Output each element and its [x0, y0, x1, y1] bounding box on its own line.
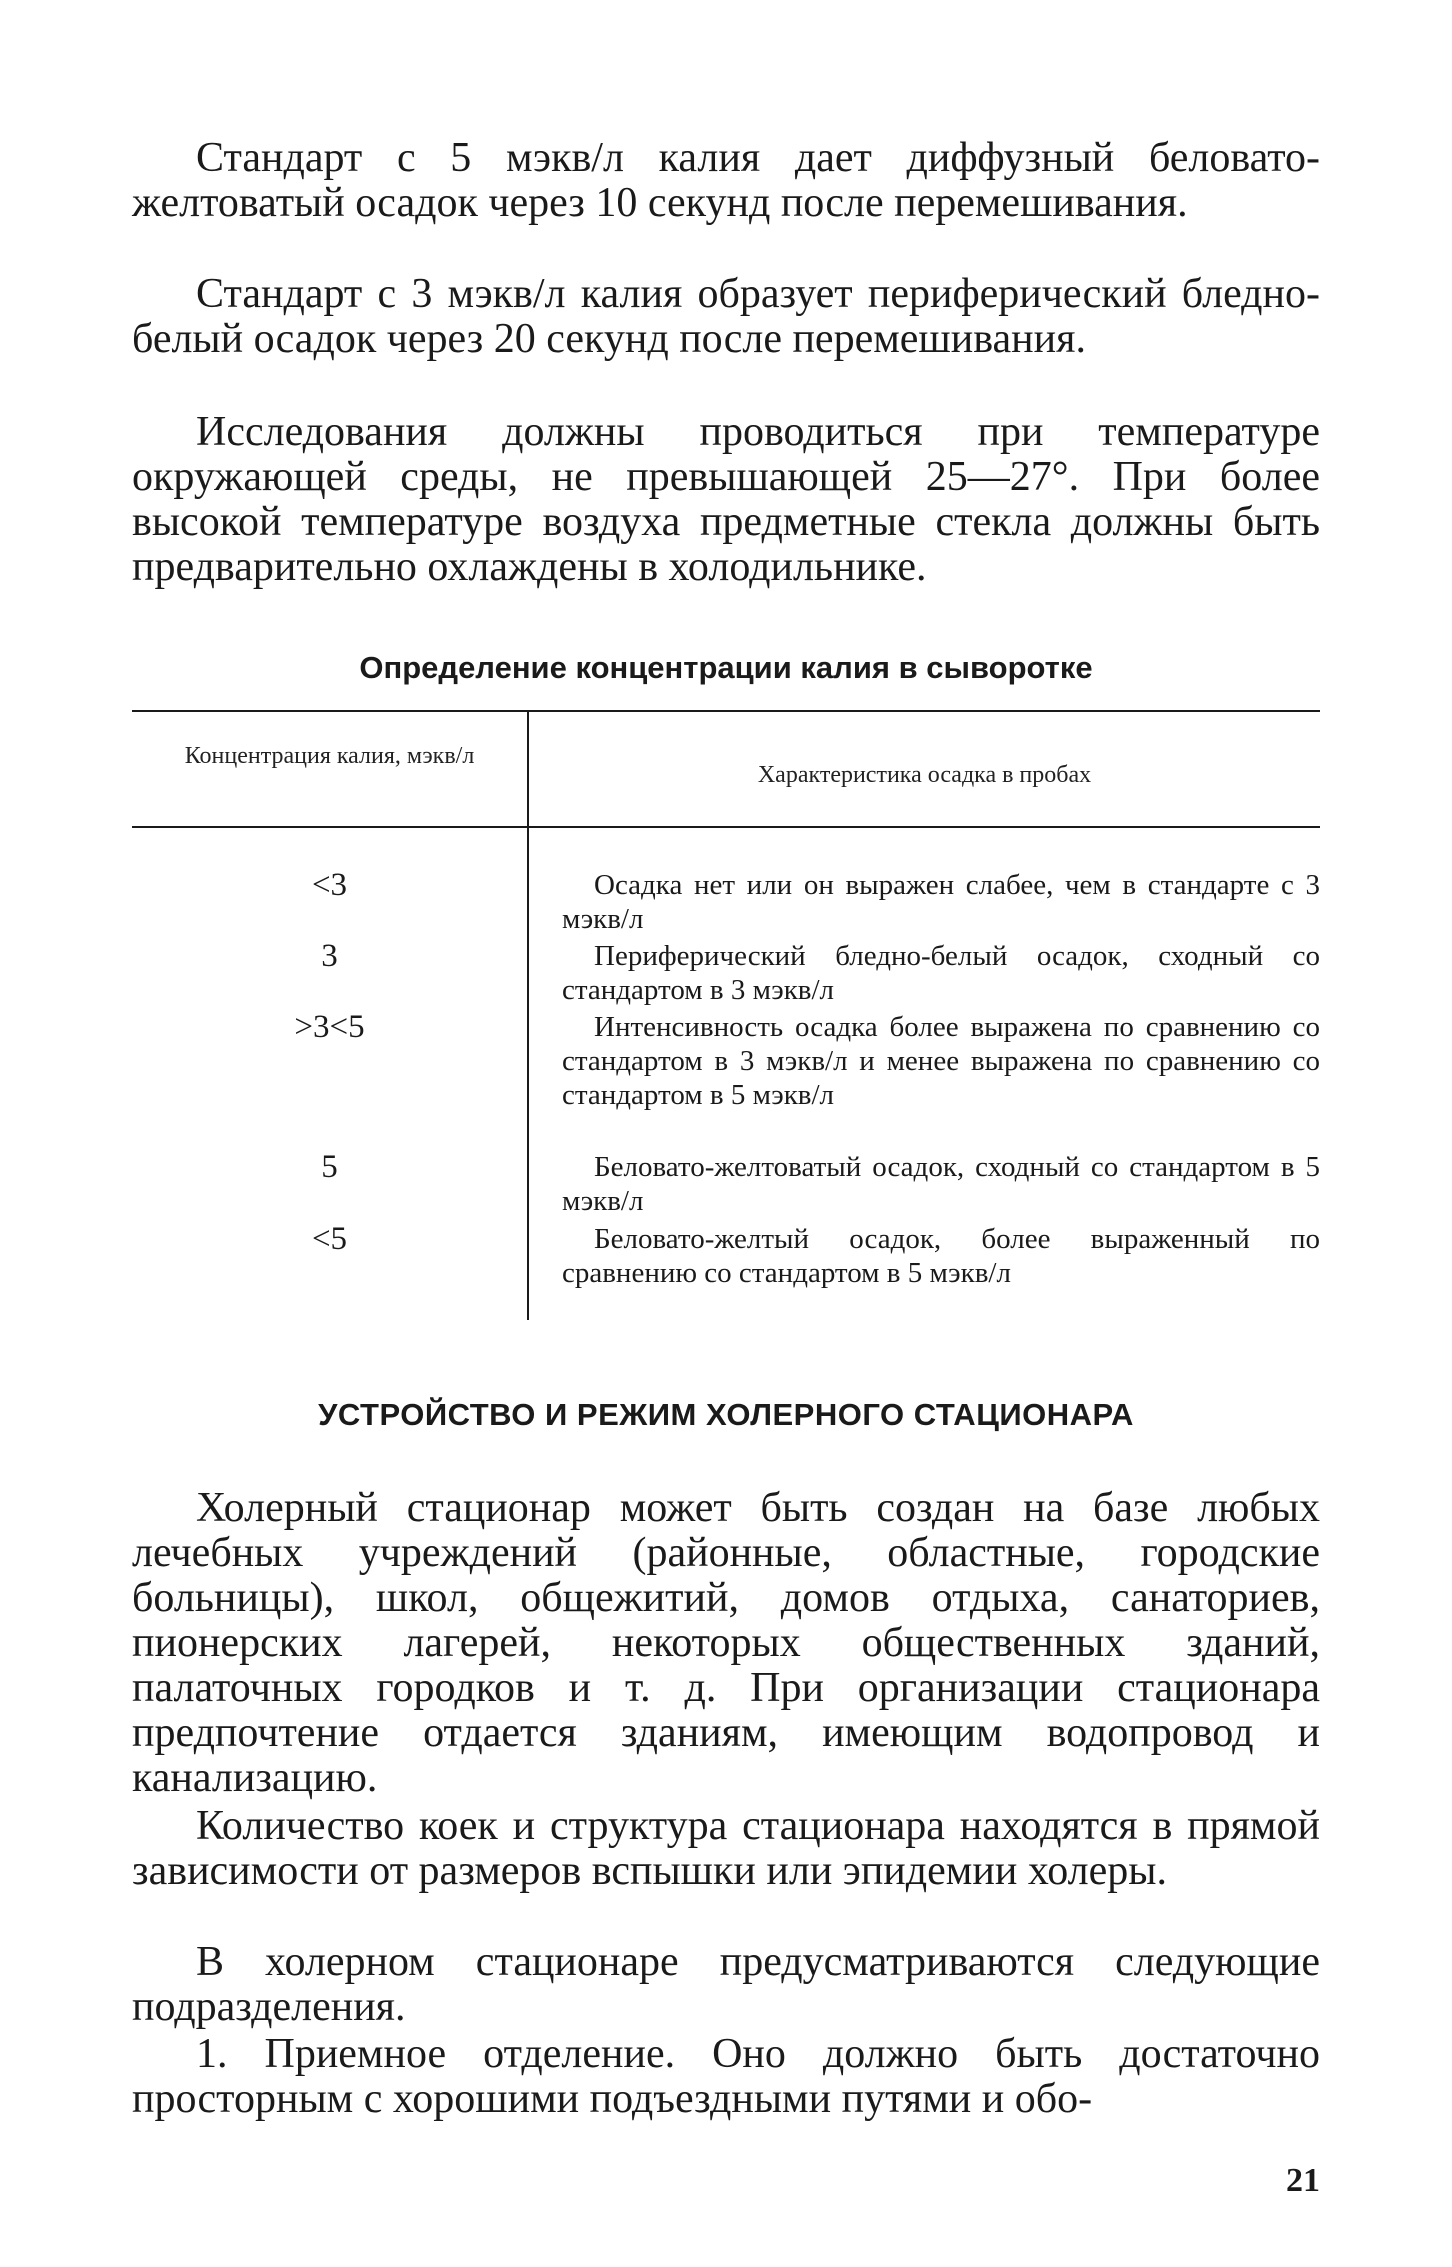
paragraph: Стандарт с 5 мэкв/л калия дает диффузный беловато-желтоватый осадок через 10 секунд после перемешивания. [132, 135, 1320, 226]
paragraph: Количество коек и структура стационара находятся в прямой зависимости от размеров вспышки или эпидемии холеры. [132, 1803, 1320, 1894]
paragraph: 1. Приемное отделение. Оно должно быть достаточно просторным с хорошими подъездными путями и обо- [132, 2031, 1320, 2122]
table-column-divider [527, 712, 529, 1320]
table-cell-concentration: 5 [321, 1149, 338, 1185]
table-cell-characteristic: Периферический бледно-белый осадок, сходный со стандартом в 3 мэкв/л [562, 940, 1320, 1006]
table-header-rule [132, 826, 1320, 828]
table-header-concentration: Концентрация калия, мэкв/л [184, 743, 475, 769]
table-cell-concentration: <5 [311, 1221, 348, 1257]
paragraph: Холерный стационар может быть создан на базе любых лечебных учреждений (районные, областные, городские больницы), школ, общежитий, домов отдыха, санаториев, пионерских лагерей, некоторых общественных зданий, палаточных городков и т. д. При организации стационара предпочтение отдается зданиям, имеющим водопровод и канализацию. [132, 1485, 1320, 1801]
table-cell-characteristic: Беловато-желтоватый осадок, сходный со стандартом в 5 мэкв/л [562, 1151, 1320, 1217]
table-top-rule [132, 710, 1320, 712]
table-title: Определение концентрации калия в сыворотке [359, 650, 1093, 685]
table-cell-characteristic: Интенсивность осадка более выражена по сравнению со стандартом в 3 мэкв/л и менее выражена по сравнению со стандартом в 5 мэкв/л [562, 1011, 1320, 1111]
paragraph: Стандарт с 3 мэкв/л калия образует периферический бледно-белый осадок через 20 секунд после перемешивания. [132, 271, 1320, 362]
paragraph: Исследования должны проводиться при температуре окружающей среды, не превышающей 25—27°. При более высокой температуре воздуха предметные стекла должны быть предварительно охлаждены в холодильнике. [132, 409, 1320, 590]
page-number: 21 [1286, 2162, 1320, 2199]
table-cell-characteristic: Беловато-желтый осадок, более выраженный по сравнению со стандартом в 5 мэкв/л [562, 1223, 1320, 1289]
table-cell-characteristic: Осадка нет или он выражен слабее, чем в стандарте с 3 мэкв/л [562, 869, 1320, 935]
table-cell-concentration: >3<5 [294, 1009, 365, 1045]
table-cell-concentration: 3 [321, 938, 338, 974]
table-cell-concentration: <3 [311, 867, 348, 903]
paragraph: В холерном стационаре предусматриваются следующие подразделения. [132, 1939, 1320, 2030]
table-header-characteristic: Характеристика осадка в пробах [757, 762, 1092, 788]
section-heading: УСТРОЙСТВО И РЕЖИМ ХОЛЕРНОГО СТАЦИОНАРА [318, 1397, 1134, 1432]
